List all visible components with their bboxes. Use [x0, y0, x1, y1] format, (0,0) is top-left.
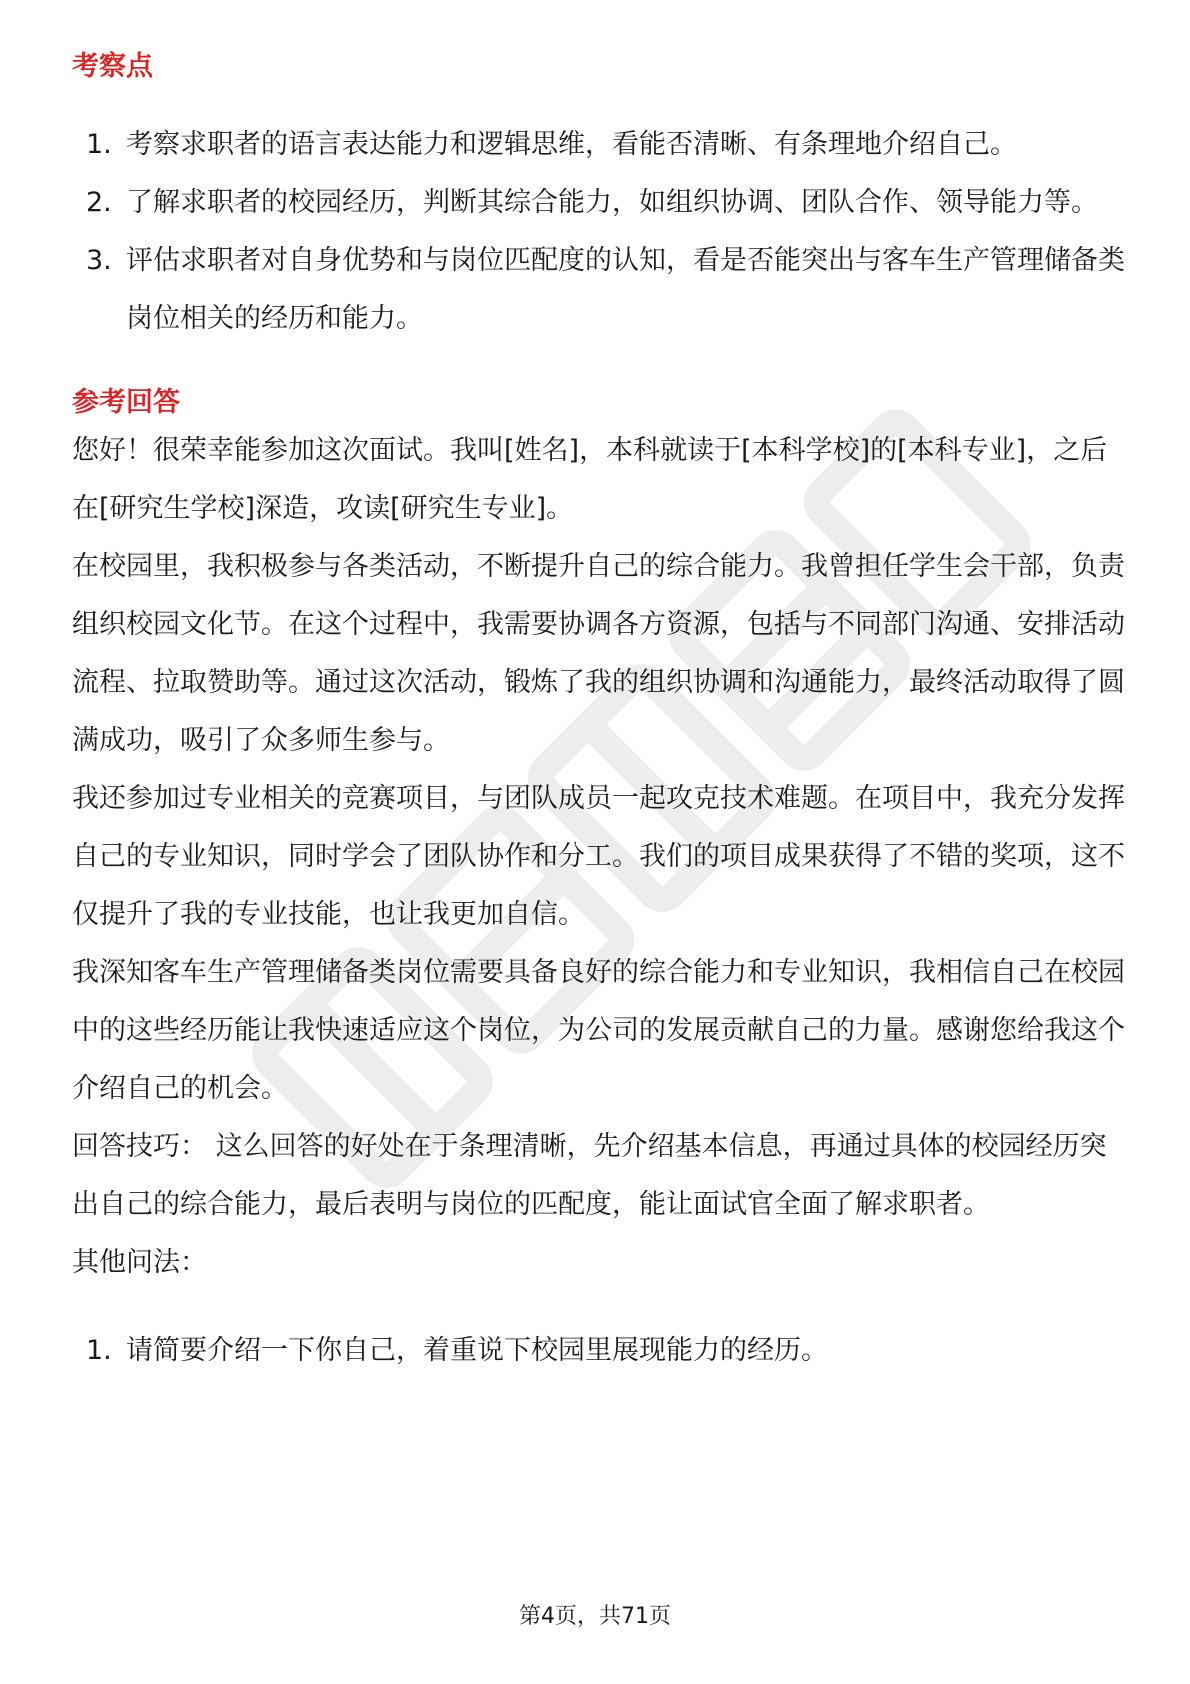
answer-tip: 回答技巧： 这么回答的好处在于条理清晰，先介绍基本信息，再通过具体的校园经历突出自己的综合能力，最后表明与岗位的匹配度，能让面试官全面了解求职者。 [72, 1131, 1107, 1220]
answer-paragraph: 我还参加过专业相关的竞赛项目，与团队成员一起攻克技术难题。在项目中，我充分发挥自己的专业知识，同时学会了团队协作和分工。我们的项目成果获得了不错的奖项，这不仅提升了我的专业技能，也让我更加自信。 [72, 783, 1125, 930]
list-item [72, 1322, 1132, 1380]
other-questions-title: 其他问法： [72, 1247, 207, 1278]
list-text: 考察求职者的语言表达能力和逻辑思维，看能否清晰、有条理地介绍自己。 [126, 129, 1017, 160]
list-item [72, 232, 1132, 348]
answer-paragraph: 我深知客车生产管理储备类岗位需要具备良好的综合能力和专业知识，我相信自己在校园中的这些经历能让我快速适应这个岗位，为公司的发展贡献自己的力量。感谢您给我这个介绍自己的机会。 [72, 957, 1125, 1104]
other-questions-list [72, 1322, 1132, 1380]
list-item [72, 174, 1132, 232]
list-text: 请简要介绍一下你自己，着重说下校园里展现能力的经历。 [126, 1335, 828, 1366]
list-item [72, 116, 1132, 174]
list-text: 了解求职者的校园经历，判断其综合能力，如组织协调、团队合作、领导能力等。 [126, 187, 1098, 218]
list-number: 1. [86, 1335, 112, 1366]
section-title-points: 考察点 [72, 51, 153, 82]
list-number: 1. [86, 129, 112, 160]
answer-paragraph: 在校园里，我积极参与各类活动，不断提升自己的综合能力。我曾担任学生会干部，负责组织校园文化节。在这个过程中，我需要协调各方资源，包括与不同部门沟通、安排活动流程、拉取赞助等。通过这次活动，锻炼了我的组织协调和沟通能力，最终活动取得了圆满成功，吸引了众多师生参与。 [72, 551, 1125, 756]
section-title-answer: 参考回答 [72, 387, 180, 418]
answer-paragraph: 您好！很荣幸能参加这次面试。我叫[姓名]，本科就读于[本科学校]的[本科专业]，之后在[研究生学校]深造，攻读[研究生专业]。 [72, 435, 1108, 524]
list-number: 3. [86, 245, 112, 276]
points-list [72, 116, 1132, 348]
document-body [72, 48, 1132, 1380]
list-number: 2. [86, 187, 112, 218]
list-text: 评估求职者对自身优势和与岗位匹配度的认知，看是否能突出与客车生产管理储备类岗位相关的经历和能力。 [126, 245, 1125, 334]
page-footer: 第4页，共71页 [519, 1604, 671, 1629]
